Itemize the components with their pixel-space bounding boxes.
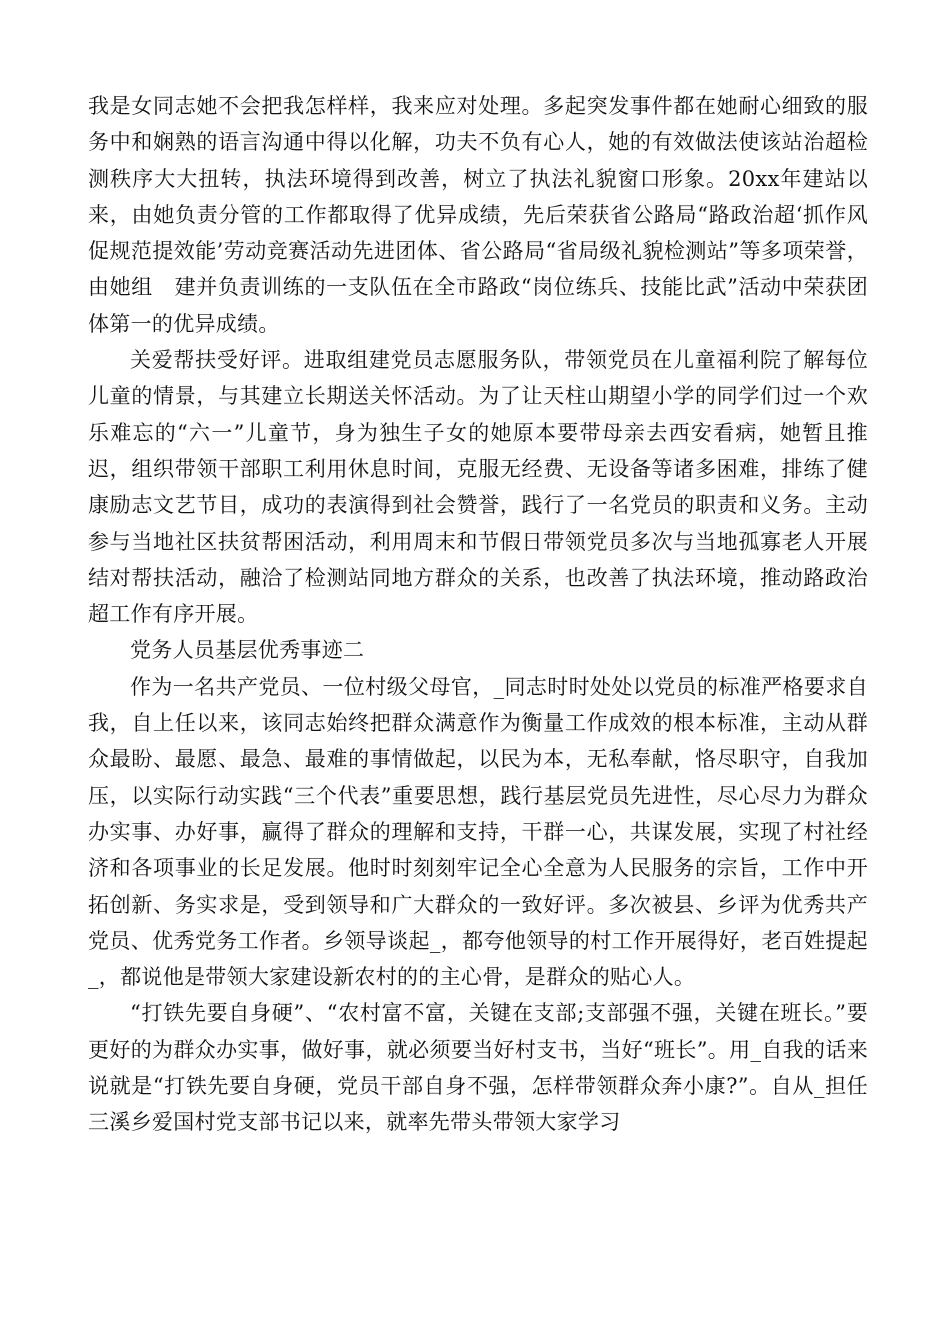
paragraph-party-member: 作为一名共产党员、一位村级父母官，_同志时时处处以党员的标准严格要求自我，自上任以来，该同志始终把群众满意作为衡量工作成效的根本标准，主动从群众最盼、最愿、最急、最难的事情做起，以民为本，无私奉献，恪尽职守，自我加压，以实际行动实践“三个代表”重要思想，践行基层党员先进性，尽心尽力为群众办实事、办好事，赢得了群众的理解和支持，干群一心，共谋发展，实现了村社经济和各项事业的长足发展。他时时刻刻牢记全心全意为人民服务的宗旨，工作中开拓创新、务实求是，受到领导和广大群众的一致好评。多次被县、乡评为优秀共产党员、优秀党务工作者。乡领导谈起_，都夸他领导的村工作开展得好，老百姓提起_，都说他是带领大家建设新农村的的主心骨，是群众的贴心人。 [88,674,868,990]
paragraph-leadership: “打铁先要自身硬”、“农村富不富，关键在支部;支部强不强，关键在班长。”要更好的为群众办实事，做好事，就必须要当好村支书，当好“班长”。用_自我的话来说就是“打铁先要自身硬，党员干部自身不强，怎样带领群众奔小康?”。自从_担任三溪乡爱国村党支部书记以来，就率先带头带领大家学习 [88,1001,868,1135]
paragraph-achievements: 我是女同志她不会把我怎样样，我来应对处理。多起突发事件都在她耐心细致的服务中和娴熟的语言沟通中得以化解，功夫不负有心人，她的有效做法使该站治超检测秩序大大扭转，执法环境得到改善，树立了执法礼貌窗口形象。20xx年建站以来，由她负责分管的工作都取得了优异成绩，先后荣获省公路局“路政治超‘抓作风促规范提效能’劳动竞赛活动先进团体、省公路局“省局级礼貌检测站”等多项荣誉，由她组 建并负责训练的一支队伍在全市路政“岗位练兵、技能比武”活动中荣获团体第一的优异成绩。 [88,94,868,336]
document-page [88,88,868,1141]
paragraph-care-support: 关爱帮扶受好评。进取组建党员志愿服务队，带领党员在儿童福利院了解每位儿童的情景，与其建立长期送关怀活动。为了让天柱山期望小学的同学们过一个欢乐难忘的“六一”儿童节，身为独生子女的她原本要带母亲去西安看病，她暂且推迟，组织带领干部职工利用休息时间，克服无经费、无设备等诸多困难，排练了健康励志文艺节目，成功的表演得到社会赞誉，践行了一名党员的职责和义务。主动参与当地社区扶贫帮困活动，利用周末和节假日带领党员多次与当地孤寡老人开展结对帮扶活动，融洽了检测站同地方群众的关系，也改善了执法环境，推动路政治超工作有序开展。 [88,348,868,627]
section-heading: 党务人员基层优秀事迹二 [130,638,365,663]
